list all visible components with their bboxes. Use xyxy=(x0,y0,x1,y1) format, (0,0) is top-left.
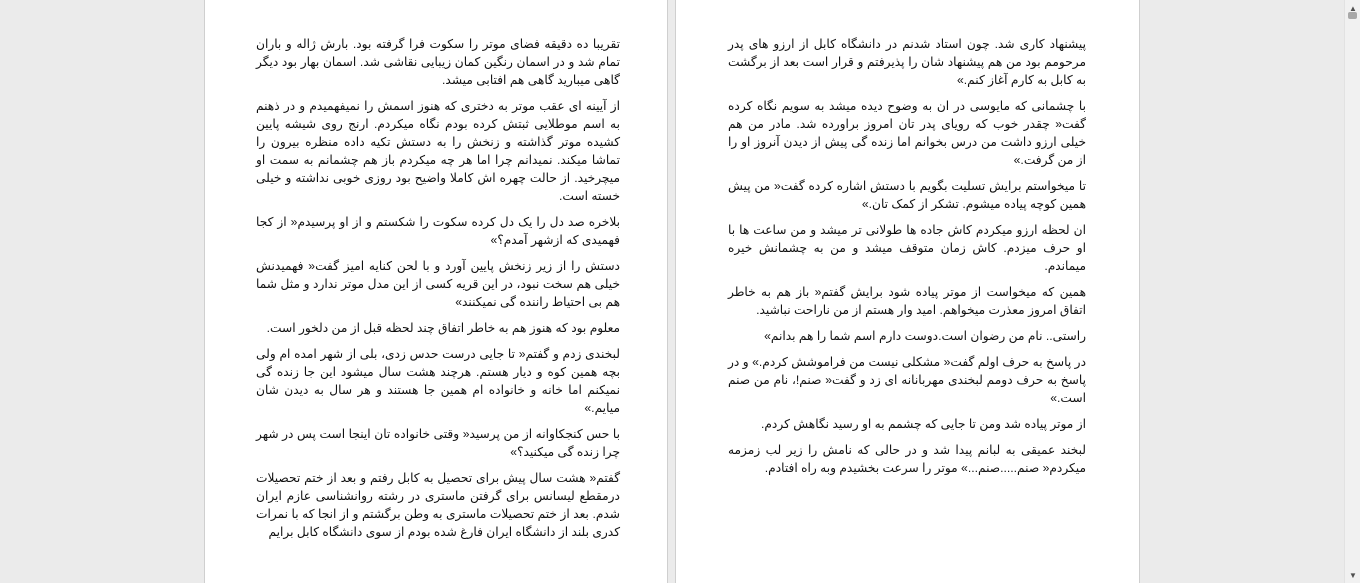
page-text-right xyxy=(728,35,1086,485)
paragraph: از آیینه ای عقب موتر به دختری که هنوز اسمش را نمیفهمیدم و در ذهنم به اسم موطلایی ثبتش کرده بودم نگاه میکردم. ارنج روی شیشه پایین کشیده موتر گذاشته و زنخش را به دستش تکیه داده منظره بیرون را تماشا میکند. نمیدانم چرا اما هر چه میکردم باز هم چشمانم به سمت او میچرخید. از حالت چهره اش کاملا واضیح بود روزی خوبی نداشته و خیلی خسته است. xyxy=(256,99,620,203)
paragraph: دستش را از زیر زنخش پایین آورد و با لحن کنایه امیز گفت« فهمیدنش خیلی هم سخت نبود، در این قریه کسی از این مدل موتر ندارد و مثل شما هم بی احتیاط راننده گی نمیکنند» xyxy=(256,259,620,309)
paragraph: با چشمانی که مایوسی در ان به وضوح دیده میشد به سویم نگاه کرده گفت« چقدر خوب که رویای پدر تان امروز براورده شد. مادر من هم خیلی ارزو داشت من درس بخوانم اما زنده گی پیش از دیدن آنروز او را از من گرفت.» xyxy=(728,99,1086,167)
paragraph: گفتم« هشت سال پیش برای تحصیل به کابل رفتم و بعد از ختم تحصیلات درمقطع لیسانس برای گرفتن ماستری در رشته روانشناسی عازم ایران شدم. بعد از ختم تحصیلات ماستری به وطن برگشتم و از انجا که با نمرات کدری بلند از دانشگاه ایران فارغ شده بودم از سوی دانشگاه کابل برایم xyxy=(256,471,620,539)
paragraph: لبخند عمیقی به لبانم پیدا شد و در حالی که نامش را زیر لب زمزمه میکردم« صنم.....صنم...» موتر را سرعت بخشیدم وبه راه افتادم. xyxy=(728,443,1086,475)
paragraph: از موتر پیاده شد ومن تا جایی که چشمم به او رسید نگاهش کردم. xyxy=(761,417,1086,431)
scroll-down-arrow-icon[interactable]: ▼ xyxy=(1349,570,1357,580)
paragraph: تقریبا ده دقیقه فضای موتر را سکوت فرا گرفته بود. بارش ژاله و باران تمام شد و در اسمان رنگین کمان زیبایی نقاشی شد. اسمان بهار بود دیگر گاهی میبارید گاهی هم افتابی میشد. xyxy=(256,37,620,87)
page-text-left xyxy=(256,35,620,549)
paragraph: همین که میخواست از موتر پیاده شود برایش گفتم« باز هم به خاطر اتفاق امروز معذرت میخواهم. امید وار هستم از من ناراحت نباشید. xyxy=(728,285,1086,317)
vertical-scrollbar[interactable] xyxy=(1344,0,1360,583)
paragraph: تا میخواستم برایش تسلیت بگویم با دستش اشاره کرده گفت« من پیش همین کوچه پیاده میشوم. تشکر از کمک تان.» xyxy=(728,179,1086,211)
scroll-up-arrow-icon[interactable]: ▲ xyxy=(1349,3,1357,13)
document-page-left xyxy=(204,0,668,583)
scrollbar-thumb[interactable] xyxy=(1348,12,1357,19)
paragraph: معلوم بود که هنوز هم به خاطر اتفاق چند لحظه قبل از من دلخور است. xyxy=(266,321,620,335)
document-page-right xyxy=(675,0,1140,583)
paragraph: با حس کنجکاوانه از من پرسید« وقتی خانواده تان اینجا است پس در شهر چرا زنده گی میکنید؟» xyxy=(256,427,620,459)
paragraph: پیشنهاد کاری شد. چون استاد شدنم در دانشگاه کابل از ارزو های پدر مرحومم بود من هم پیشنهاد شان را پذیرفتم و قرار است بعد از برگشت به کابل به کارم آغاز کنم.» xyxy=(728,37,1086,87)
paragraph: راستی.. نام من رضوان است.دوست دارم اسم شما را هم بدانم» xyxy=(764,329,1086,343)
paragraph: در پاسخ به حرف اولم گفت« مشکلی نیست من فراموشش کردم.» و در پاسخ به حرف دومم لبخندی مهربانانه ای زد و گفت« صنم!، نام من صنم است.» xyxy=(728,355,1086,405)
paragraph: بلاخره صد دل را یک دل کرده سکوت را شکستم و از او پرسیدم« از کجا فهمیدی که ازشهر آمدم؟» xyxy=(256,215,620,247)
paragraph: ان لحظه ارزو میکردم کاش جاده ها طولانی تر میشد و من ساعت ها با او حرف میزدم. کاش زمان متوقف میشد و من به چشمانش خیره میماندم. xyxy=(728,223,1086,273)
paragraph: لبخندی زدم و گفتم« تا جایی درست حدس زدی، بلی از شهر امده ام ولی بچه همین کوه و دیار هستم. هرچند هشت سال میشود این جا زنده گی نمیکنم اما خانه و خانواده ام همین جا هستند و هر سال به دیدن شان میایم.» xyxy=(256,347,620,415)
